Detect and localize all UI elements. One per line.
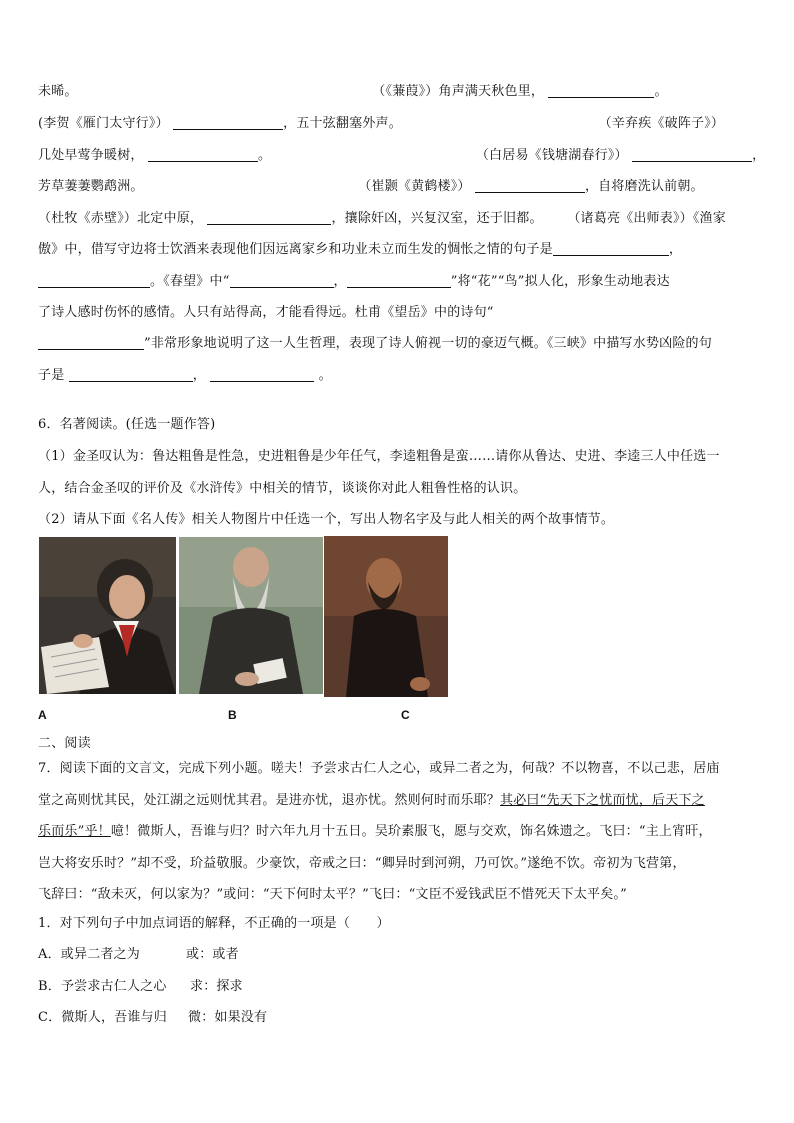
q1-option-c — [38, 1009, 758, 1027]
answer-blank[interactable] — [548, 83, 654, 98]
q6-part1-line2: 人，结合金圣叹的评价及《水浒传》中相关的情节，谈谈你对此人粗鲁性格的认识。 — [38, 481, 527, 496]
text: 噫！微斯人，吾谁与归？时六年九月十五日。吴玠素服飞，愿与交欢，饰名姝遗之。飞曰：“主上宵旰， — [110, 824, 712, 839]
text: （诸葛亮《出师表》）《渔家 — [567, 211, 726, 226]
q6-part2: （2）请从下面《名人传》相关人物图片中任选一个，写出人物名字及与此人相关的两个故事情节。 — [38, 512, 615, 527]
portrait-b-image — [179, 537, 323, 694]
q1-option-a — [38, 946, 758, 964]
answer-blank[interactable] — [173, 115, 283, 130]
poetry-line-6 — [38, 241, 758, 259]
q7-line-4: 岂大将安乐时？”却不受，玠益敬服。少豪饮，帝戒之曰：“卿异时到河朔，乃可饮。”遂绝不饮。帝初为飞营第， — [38, 856, 686, 871]
text: （白居易《钱塘湖春行》） — [475, 148, 628, 163]
option-text: A．或异二者之为 — [38, 947, 140, 962]
portrait-c-image — [324, 536, 448, 697]
portrait-a-image — [39, 537, 176, 694]
q6-title: 6．名著阅读。(任选一题作答) — [38, 417, 216, 432]
poetry-line-10 — [38, 367, 758, 385]
section-heading-reading: 二、阅读 — [38, 736, 91, 751]
option-explanation: 微：如果没有 — [188, 1010, 268, 1025]
text: （崔颢《黄鹤楼》） — [358, 179, 471, 194]
q1-stem: 1．对下列句子中加点词语的解释，不正确的一项是（ ） — [38, 916, 390, 931]
text: ，五十弦翻塞外声。 — [283, 116, 402, 131]
option-explanation: 或：或者 — [186, 947, 239, 962]
answer-blank[interactable] — [210, 367, 314, 382]
text: 芳草萋萋鹦鹉洲。 — [38, 179, 144, 194]
poetry-line-2 — [38, 115, 758, 133]
underlined-text: 乐而乐”乎！ — [38, 824, 111, 839]
text: 了诗人感时伤怀的感情。人只有站得高，才能看得远。杜甫《望岳》中的诗句“ — [38, 305, 494, 320]
text: 几处早莺争暖树， — [38, 148, 144, 163]
caption-b: B — [228, 708, 237, 722]
text: 傲》中，借写守边将士饮酒来表现他们因远离家乡和功业未立而生发的惆怅之情的句子是 — [38, 242, 553, 257]
text: ， — [333, 274, 347, 289]
answer-blank[interactable] — [632, 147, 752, 162]
poetry-line-3 — [38, 147, 766, 165]
answer-blank[interactable] — [38, 273, 150, 288]
q7-line-3 — [38, 823, 758, 841]
text: ， — [192, 368, 206, 383]
q7-line-2 — [38, 792, 758, 810]
text: ，自将磨洗认前朝。 — [584, 179, 704, 194]
text: ”将“花”“鸟”拟人化，形象生动地表达 — [450, 274, 670, 289]
caption-a: A — [38, 708, 47, 722]
answer-blank[interactable] — [38, 335, 144, 350]
answer-blank[interactable] — [230, 273, 334, 288]
poetry-line-1 — [38, 83, 758, 101]
text: 未晞。 — [38, 84, 78, 99]
portrait-b-drawing — [179, 537, 323, 694]
q7-line-1: 7．阅读下面的文言文，完成下列小题。嗟夫！予尝求古仁人之心，或异二者之为，何哉？不以物喜，不以己悲，居庙 — [38, 761, 720, 776]
text: 子是 — [38, 368, 65, 383]
poetry-line-8 — [38, 304, 758, 322]
text: 。《春望》中“ — [150, 274, 230, 289]
text: （辛弃疾《破阵子》） — [598, 116, 725, 131]
portrait-c-drawing — [324, 536, 448, 697]
text: 。 — [318, 368, 332, 383]
answer-blank[interactable] — [69, 367, 193, 382]
q6-part1-line1: （1）金圣叹认为：鲁达粗鲁是性急，史进粗鲁是少年任气，李逵粗鲁是蛮……请你从鲁达、史进、李逵三人中任选一 — [38, 449, 720, 464]
answer-blank[interactable] — [207, 210, 331, 225]
option-text: B．予尝求古仁人之心 — [38, 979, 167, 994]
text: ， — [752, 148, 766, 163]
poetry-line-7 — [38, 273, 758, 291]
text: 。 — [654, 84, 668, 99]
poetry-line-4 — [38, 178, 758, 196]
text: ，攘除奸凶，兴复汉室，还于旧都。 — [331, 211, 543, 226]
q7-line-5: 飞辞曰：“敌未灭，何以家为？”或问：“天下何时太平？”飞曰：“文臣不爱钱武臣不惜死天下太平矣。” — [38, 887, 627, 902]
answer-blank[interactable] — [148, 147, 258, 162]
poetry-line-9 — [38, 335, 758, 353]
text: (李贺《雁门太守行》） — [38, 116, 169, 131]
text: 。 — [257, 148, 272, 163]
portrait-a-drawing — [39, 537, 176, 694]
option-text: C．微斯人，吾谁与归 — [38, 1010, 167, 1025]
text: （《蒹葭》）角声满天秋色里， — [372, 84, 545, 99]
answer-blank[interactable] — [475, 178, 585, 193]
text: 堂之高则忧其民，处江湖之远则忧其君。是进亦忧，退亦忧。然则何时而乐耶？ — [38, 793, 501, 808]
text: ， — [668, 242, 683, 257]
text: ”非常形象地说明了这一人生哲理，表现了诗人俯视一切的豪迈气概。《三峡》中描写水势凶险的句 — [144, 336, 712, 351]
text: （杜牧《赤壁》）北定中原， — [38, 211, 204, 226]
poetry-line-5 — [38, 210, 758, 228]
option-explanation: 求：探求 — [190, 979, 243, 994]
answer-blank[interactable] — [347, 273, 451, 288]
answer-blank[interactable] — [553, 241, 669, 256]
caption-c: C — [401, 708, 410, 722]
underlined-text: 其必曰“先天下之忧而忧，后天下之 — [500, 793, 705, 808]
q1-option-b — [38, 978, 758, 996]
